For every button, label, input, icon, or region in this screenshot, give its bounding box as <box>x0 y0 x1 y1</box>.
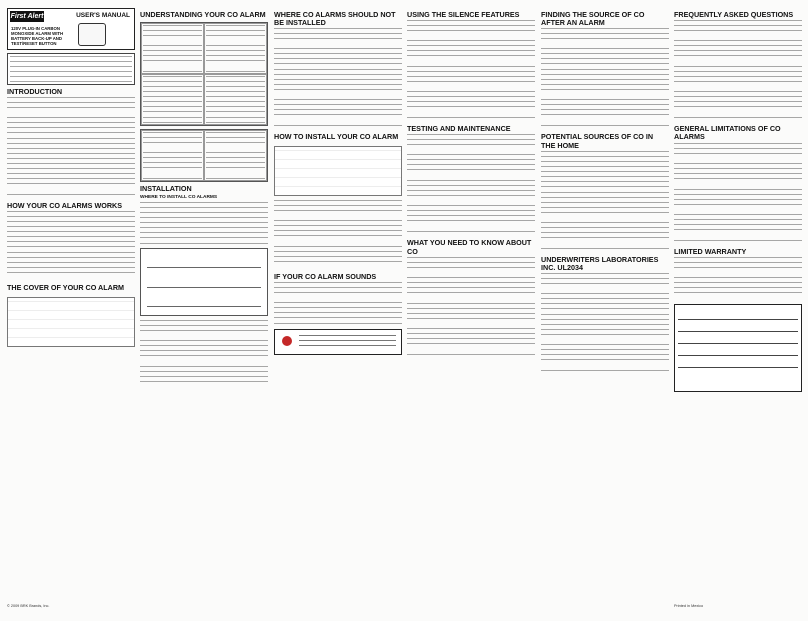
table-cell <box>141 23 204 74</box>
alarm-pattern-table <box>140 22 268 126</box>
installation-heading: INSTALLATION <box>140 184 192 194</box>
where-install-heading: WHERE TO INSTALL CO ALARMS <box>140 195 218 201</box>
table-cell <box>204 74 267 125</box>
form-line <box>678 359 798 368</box>
form-line <box>678 311 798 320</box>
record-form <box>674 304 802 392</box>
form-line <box>678 335 798 344</box>
table-cell <box>141 74 204 125</box>
install-text <box>140 202 268 244</box>
how-alarms-work-text <box>7 211 135 281</box>
manual-title: USER'S MANUAL <box>76 12 130 19</box>
ul-heading: UNDERWRITERS LABORATORIES INC. UL2034 <box>541 254 659 273</box>
understanding-heading: UNDERSTANDING YOUR CO ALARM <box>140 10 266 19</box>
how-alarms-work-heading: HOW YOUR CO ALARMS WORKS <box>7 201 122 211</box>
co-information-text <box>407 257 535 359</box>
footer-copyright: © 2009 BRK Brands, Inc. <box>7 603 50 608</box>
manual-header <box>7 8 135 50</box>
warning-text-lines <box>299 335 396 349</box>
silence-heading: USING THE SILENCE FEATURES <box>407 10 520 19</box>
important-notice-box <box>7 53 135 85</box>
column-3 <box>274 8 402 612</box>
alarm-cover-figure <box>7 297 135 347</box>
form-line <box>678 347 798 356</box>
introduction-heading: INTRODUCTION <box>7 87 63 96</box>
warranty-heading: LIMITED WARRANTY <box>674 246 747 256</box>
warranty-text <box>674 257 802 299</box>
table-cell <box>204 130 267 181</box>
column-5 <box>541 8 669 612</box>
installation-notes <box>140 320 268 390</box>
house-installation-diagram <box>140 248 268 316</box>
diagram-floor-line <box>147 287 261 288</box>
warning-light-icon <box>282 336 292 346</box>
limitations-heading: GENERAL LIMITATIONS OF CO ALARMS <box>674 124 781 142</box>
limitations-text <box>674 143 802 245</box>
table-cell <box>141 130 204 181</box>
co-alarm-illustration <box>78 23 106 46</box>
diagram-floor-line <box>147 306 261 307</box>
column-6 <box>674 8 802 612</box>
status-table <box>140 129 268 182</box>
table-cell <box>204 23 267 74</box>
form-line <box>678 323 798 332</box>
install-steps-heading: HOW TO INSTALL YOUR CO ALARM <box>274 132 399 142</box>
finding-source-heading: FINDING THE SOURCE OF CO AFTER AN ALARM <box>541 10 645 28</box>
introduction-text <box>7 97 135 199</box>
know-about-co-heading: WHAT YOU NEED TO KNOW ABOUT CO <box>407 238 532 256</box>
installation-steps-text <box>274 200 402 270</box>
not-installed-text <box>274 28 402 130</box>
testing-heading: TESTING AND MAINTENANCE <box>407 124 511 134</box>
ul-text <box>541 273 669 375</box>
alarm-warning-box <box>274 329 402 355</box>
faq-text <box>674 20 802 122</box>
product-subtitle: 120V PLUG-IN CARBON MONOXIDE ALARM WITH BATTERY BACK-UP AND TEST/RESET BUTTON <box>11 26 64 46</box>
silence-text <box>407 20 535 122</box>
alarm-sounds-heading: IF YOUR CO ALARM SOUNDS <box>274 271 377 281</box>
cover-heading: THE COVER OF YOUR CO ALARM <box>7 283 124 293</box>
diagram-floor-line <box>147 267 261 268</box>
footer-print-location: Printed in Mexico <box>674 603 704 608</box>
alarm-sounds-text <box>274 282 402 324</box>
finding-source-text <box>541 28 669 130</box>
potential-sources-heading: POTENTIAL SOURCES OF CO IN THE HOME <box>541 132 654 150</box>
not-installed-heading: WHERE CO ALARMS SHOULD NOT BE INSTALLED <box>274 10 396 28</box>
faq-heading: FREQUENTLY ASKED QUESTIONS <box>674 10 794 19</box>
column-1 <box>7 8 135 612</box>
installation-steps-figure <box>274 146 402 196</box>
brand-logo: First Alert <box>10 13 44 20</box>
testing-text <box>407 134 535 236</box>
column-4 <box>407 8 535 612</box>
column-2 <box>140 8 268 612</box>
potential-sources-text <box>541 151 669 253</box>
